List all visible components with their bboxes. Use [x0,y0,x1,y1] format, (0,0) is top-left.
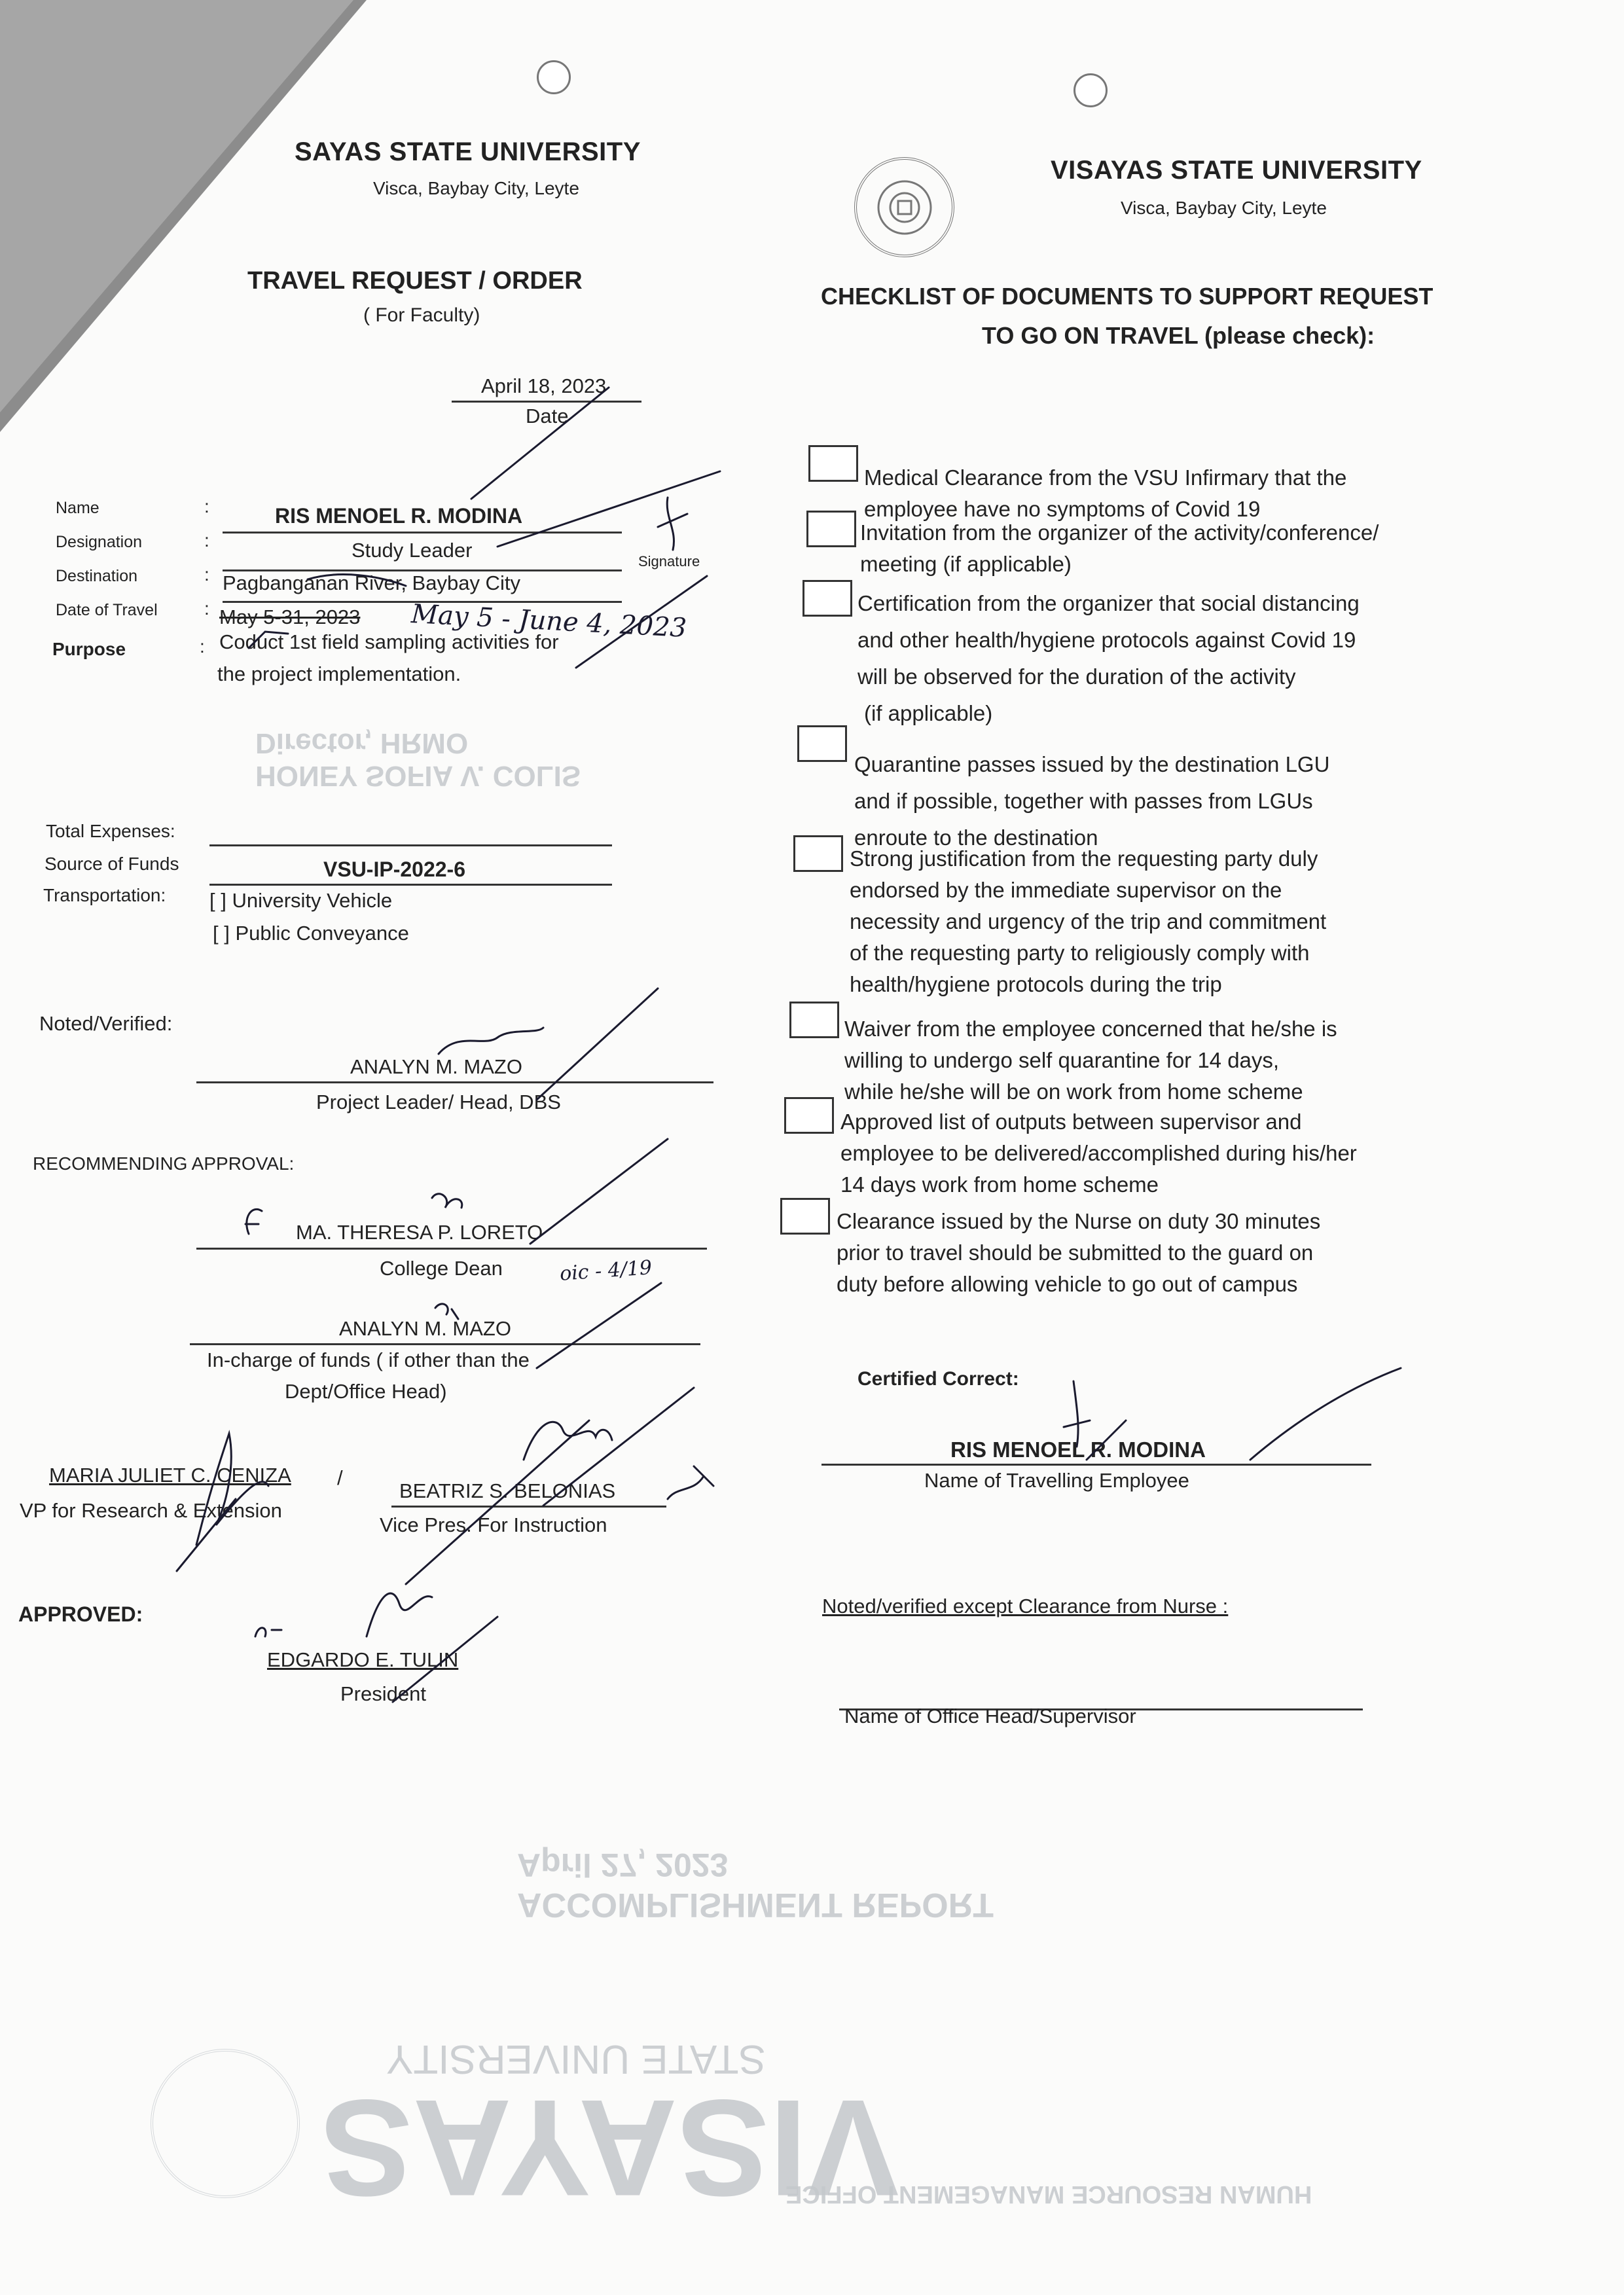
transport-option-university-vehicle[interactable]: [ ] University Vehicle [209,889,393,912]
total-expenses-label: Total Expenses: [46,821,175,841]
signature-stroke [308,575,406,586]
name-label: Name [56,499,99,517]
recommending-approval-label: RECOMMENDING APPROVAL: [33,1153,295,1174]
checklist-title-line-1: CHECKLIST OF DOCUMENTS TO SUPPORT REQUEST [821,283,1434,310]
signature-stroke [196,1434,268,1545]
purpose-line-2: the project implementation. [217,662,461,685]
university-name-left: SAYAS STATE UNIVERSITY [295,137,641,166]
approved-label: APPROVED: [18,1602,143,1626]
request-date: April 18, 2023 [481,374,607,397]
university-address-left: Visca, Baybay City, Leyte [373,178,579,198]
purpose-line-1: Coduct 1st field sampling activities for [219,630,559,653]
vp-research-title: VP for Research & Extension [20,1499,282,1522]
signature-stroke [439,1028,543,1054]
signature-stroke [435,1304,458,1319]
field-colon: : [204,496,209,516]
field-colon: : [204,530,209,551]
vp-research-name: MARIA JULIET C. CENIZA [49,1464,291,1487]
funds-officer-title-2: Dept/Office Head) [285,1380,447,1403]
signature-stroke [393,1617,497,1702]
signature-stroke [576,576,707,668]
checklist-item-approved-outputs: Approved list of outputs between supervisor and employee to be delivered/accomplished during his/her 14 days work from home scheme [840,1110,1357,1197]
signature-stroke [1250,1368,1401,1460]
bleed-through-line: April 27, 2023 [517,1847,729,1883]
signature-stroke [537,1283,661,1368]
checklist-title-line-2: TO GO ON TRAVEL (please check): [982,322,1375,349]
bleed-through-line: HUMAN RESOURCE MANAGEMENT OFFICE [785,2180,1312,2208]
noted-signatory-name: ANALYN M. MAZO [350,1055,522,1078]
noted-verified-label: Noted/Verified: [39,1012,173,1035]
certified-correct-label: Certified Correct: [857,1368,1019,1390]
checklist-item-invitation: Invitation from the organizer of the activity/conference/ meeting (if applicable) [860,520,1379,576]
travelling-employee-name: RIS MENOEL R. MODINA [950,1437,1206,1462]
purpose-label: Purpose [52,639,126,659]
funds-officer-title-1: In-charge of funds ( if other than the [207,1348,530,1371]
vp-separator: / [337,1466,343,1489]
president-title: President [340,1682,426,1705]
signature-stroke [245,1209,262,1234]
date-label: Date [526,405,569,427]
bleed-through-line: STATE UNIVERSITY [386,2036,766,2082]
bleed-through-line: Director, HRMO [255,727,469,759]
field-colon: : [200,636,205,657]
signature-stroke [497,471,720,547]
signature-stroke [471,388,609,499]
checklist-item-strong-justification: Strong justification from the requesting party duly endorsed by the immediate supervisor on the necessity and urgency of the trip and commitment of the requesting party to religiously comply with health/hygiene protocols during the trip [850,846,1327,996]
bleed-through-line: ACCOMPLISHMENT REPORT [517,1886,994,1924]
field-colon: : [204,564,209,585]
signature-stroke [658,497,687,550]
president-name: EDGARDO E. TULIN [267,1648,459,1671]
signature-stroke [524,1422,612,1460]
office-head-caption: Name of Office Head/Supervisor [844,1705,1136,1727]
designation-value: Study Leader [352,539,473,562]
university-address-right: Visca, Baybay City, Leyte [1121,198,1327,218]
date-of-travel-value: May 5-31, 2023 [219,605,361,628]
signature-stroke [530,1139,668,1244]
checklist-item-medical-clearance: Medical Clearance from the VSU Infirmary that the employee have no symptoms of Covid 19 [864,465,1347,521]
dean-title: College Dean [380,1257,503,1280]
transportation-label: Transportation: [43,885,166,905]
noted-signatory-title: Project Leader/ Head, DBS [316,1091,561,1113]
signature-stroke [537,988,658,1100]
transport-option-public-conveyance[interactable]: [ ] Public Conveyance [213,922,409,945]
signature-stroke [1064,1381,1090,1447]
signature-stroke [668,1466,713,1499]
designation-label: Designation [56,533,143,551]
checklist-item-certification: Certification from the organizer that social distancing and other health/hygiene protocols against Covid 19 will be observed for the duration of the activity (if applicable) [857,591,1360,725]
noted-except-nurse-label: Noted/verified except Clearance from Nurse : [822,1595,1229,1617]
form-title: TRAVEL REQUEST / ORDER [247,267,583,295]
signature-stroke [255,1628,281,1636]
dean-name: MA. THERESA P. LORETO [296,1221,543,1244]
signature-stroke [367,1593,432,1636]
date-of-travel-handwritten: May 5 - June 4, 2023 [410,599,688,643]
signature-stroke [543,1388,694,1506]
source-of-funds-label: Source of Funds [45,854,179,874]
date-of-travel-label: Date of Travel [56,601,158,619]
signature-label: Signature [638,553,700,569]
university-name-right: VISAYAS STATE UNIVERSITY [1051,156,1422,185]
checklist-item-nurse-clearance: Clearance issued by the Nurse on duty 30 minutes prior to travel should be submitted to the guard on duty before allowing vehicle to go out of campus [837,1209,1321,1296]
signature-stroke [249,632,288,648]
destination-value: Pagbanganan River, Baybay City [223,571,520,594]
field-colon: : [204,598,209,619]
checklist-item-waiver: Waiver from the employee concerned that he/she is willing to undergo self quarantine for 14 days, while he/she will be on work from home scheme [844,1017,1337,1104]
signature-stroke [432,1194,462,1208]
signature-stroke [406,1420,589,1584]
bleed-through-line: VISAYAS [321,2071,899,2225]
vp-instruction-name: BEATRIZ S. BELONIAS [399,1479,616,1502]
checklist-item-quarantine-passes: Quarantine passes issued by the destination LGU and if possible, together with passes from LGUs enroute to the destination [854,752,1330,850]
form-subtitle: ( For Faculty) [363,304,480,326]
name-value: RIS MENOEL R. MODINA [275,504,523,528]
vp-instruction-title: Vice Pres. For Instruction [380,1513,607,1536]
destination-label: Destination [56,567,138,585]
travelling-employee-caption: Name of Travelling Employee [924,1469,1189,1492]
bleed-through-line: HONEY SOFIA V. COLIS [255,760,581,792]
source-of-funds-value: VSU-IP-2022-6 [323,858,465,881]
funds-officer-name: ANALYN M. MAZO [339,1317,511,1340]
dean-handwritten-note: oic - 4/19 [558,1256,653,1286]
signature-stroke [1087,1420,1126,1460]
